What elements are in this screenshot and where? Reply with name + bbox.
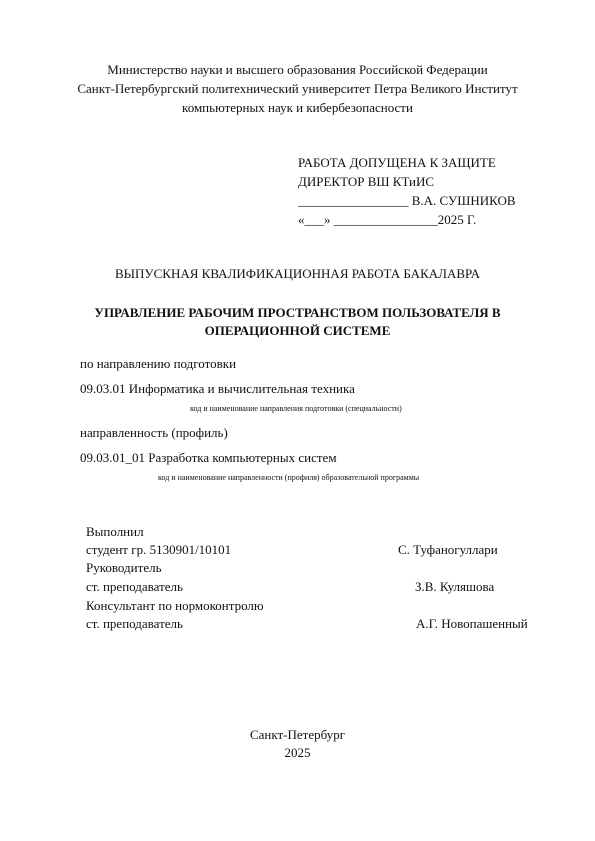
performer-role: студент гр. 5130901/10101 — [86, 542, 232, 557]
thesis-title-line-2: ОПЕРАЦИОННОЙ СИСТЕМЕ — [204, 323, 391, 338]
institute-line: компьютерных наук и кибербезопасности — [182, 100, 413, 115]
footer-city: Санкт-Петербург — [249, 727, 346, 742]
work-type: ВЫПУСКНАЯ КВАЛИФИКАЦИОННАЯ РАБОТА БАКАЛАВРА — [115, 266, 480, 281]
approval-signature-line: _________________ В.А. СУШНИКОВ — [298, 193, 516, 208]
supervisor-name: З.В. Куляшова — [415, 579, 495, 594]
consultant-role: ст. преподаватель — [86, 616, 183, 631]
consultant-label: Консультант по нормоконтролю — [86, 598, 264, 613]
consultant-name: А.Г. Новопашенный — [416, 616, 528, 631]
supervisor-label: Руководитель — [86, 560, 162, 575]
university-line: Санкт-Петербургский политехнический университет Петра Великого Институт — [77, 81, 518, 96]
ministry-line: Министерство науки и высшего образования Российской Федерации — [107, 62, 488, 77]
approval-date-line: «___» ________________2025 Г. — [298, 212, 477, 227]
profile-label: направленность (профиль) — [80, 425, 228, 440]
direction-label: по направлению подготовки — [80, 356, 237, 371]
profile-value: 09.03.01_01 Разработка компьютерных систем — [80, 450, 337, 465]
performer-label: Выполнил — [86, 524, 144, 539]
footer-year: 2025 — [284, 745, 311, 760]
supervisor-role: ст. преподаватель — [86, 579, 183, 594]
direction-caption: код и наименование направления подготовки (специальности) — [190, 404, 402, 413]
approval-line-1: РАБОТА ДОПУЩЕНА К ЗАЩИТЕ — [298, 155, 496, 170]
approval-line-2: ДИРЕКТОР ВШ КТиИС — [298, 174, 435, 189]
performer-name: С. Туфаногуллари — [398, 542, 498, 557]
profile-caption: код и наименование направленности (профиля) образовательной программы — [158, 473, 420, 482]
direction-value: 09.03.01 Информатика и вычислительная техника — [80, 381, 355, 396]
thesis-title-line-1: УПРАВЛЕНИЕ РАБОЧИМ ПРОСТРАНСТВОМ ПОЛЬЗОВАТЕЛЯ В — [94, 305, 501, 320]
